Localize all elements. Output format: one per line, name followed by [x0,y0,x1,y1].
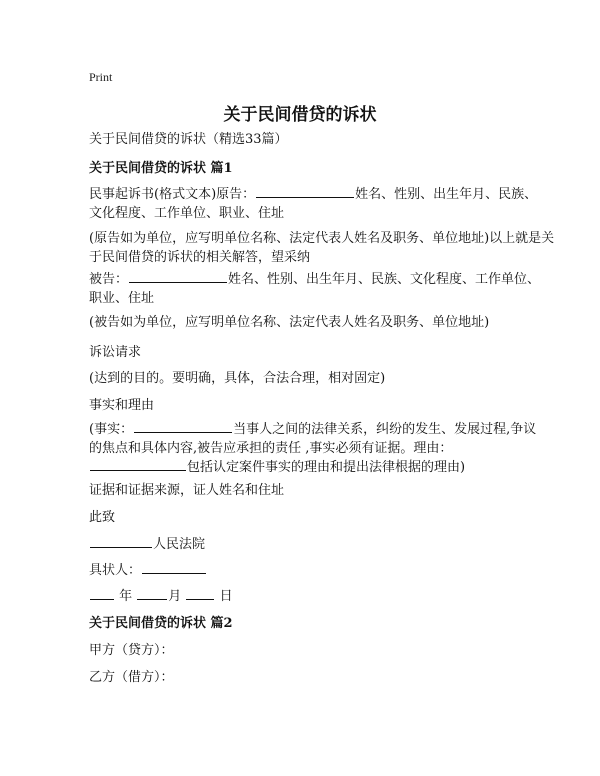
claims-note: (达到的目的。要明确，具体，合法合理，相对固定) [89,371,386,386]
year-blank[interactable] [90,587,114,600]
intro-line: 关于民间借贷的诉状（精选33篇） [89,132,288,147]
court-line: 人民法院 [89,535,519,554]
print-link[interactable]: Print [89,70,113,84]
facts-blank[interactable] [134,420,232,433]
plaintiff-blank[interactable] [256,185,354,198]
document-title: 关于民间借贷的诉状 [223,105,377,125]
signer-line: 具状人： [89,561,519,580]
facts-paragraph: (事实： 当事人之间的法律关系，纠纷的发生、发展过程,争议 的焦点和具体内容,被告应承担的责任 ,事实必须有证据。理由： 包括认定案件事实的理由和提出法律根据的理由) [89,422,537,475]
section2-heading: 关于民间借贷的诉状 篇2 [89,616,233,631]
date-line: 年 月 日 [89,587,519,606]
defendant-note: (被告如为单位，应写明单位名称、法定代表人姓名及职务、单位地址) [89,315,490,330]
signer-blank[interactable] [142,561,206,574]
defendant-blank[interactable] [129,270,227,283]
party-b-line: 乙方（借方）： [89,670,174,685]
evidence-line: 证据和证据来源，证人姓名和住址 [89,483,285,498]
defendant-paragraph: 被告： 姓名、性别、出生年月、民族、文化程度、工作单位、 职业、住址 [89,272,541,306]
month-blank[interactable] [137,587,167,600]
plaintiff-paragraph: 民事起诉书(格式文本)原告： 姓名、性别、出生年月、民族、 文化程度、工作单位、职业、住址 [89,187,538,221]
section1-heading: 关于民间借贷的诉状 篇1 [89,161,233,176]
facts-heading: 事实和理由 [89,398,155,413]
day-blank[interactable] [186,587,214,600]
reasons-blank[interactable] [90,458,186,471]
claims-heading: 诉讼请求 [89,345,142,360]
salutation: 此致 [89,510,116,525]
party-a-line: 甲方（贷方）： [89,643,174,658]
court-blank[interactable] [90,535,152,548]
plaintiff-note: (原告如为单位，应写明单位名称、法定代表人姓名及职务、单位地址)以上就是关 于民间借贷的诉状的相关解答，望采纳 [89,231,555,265]
